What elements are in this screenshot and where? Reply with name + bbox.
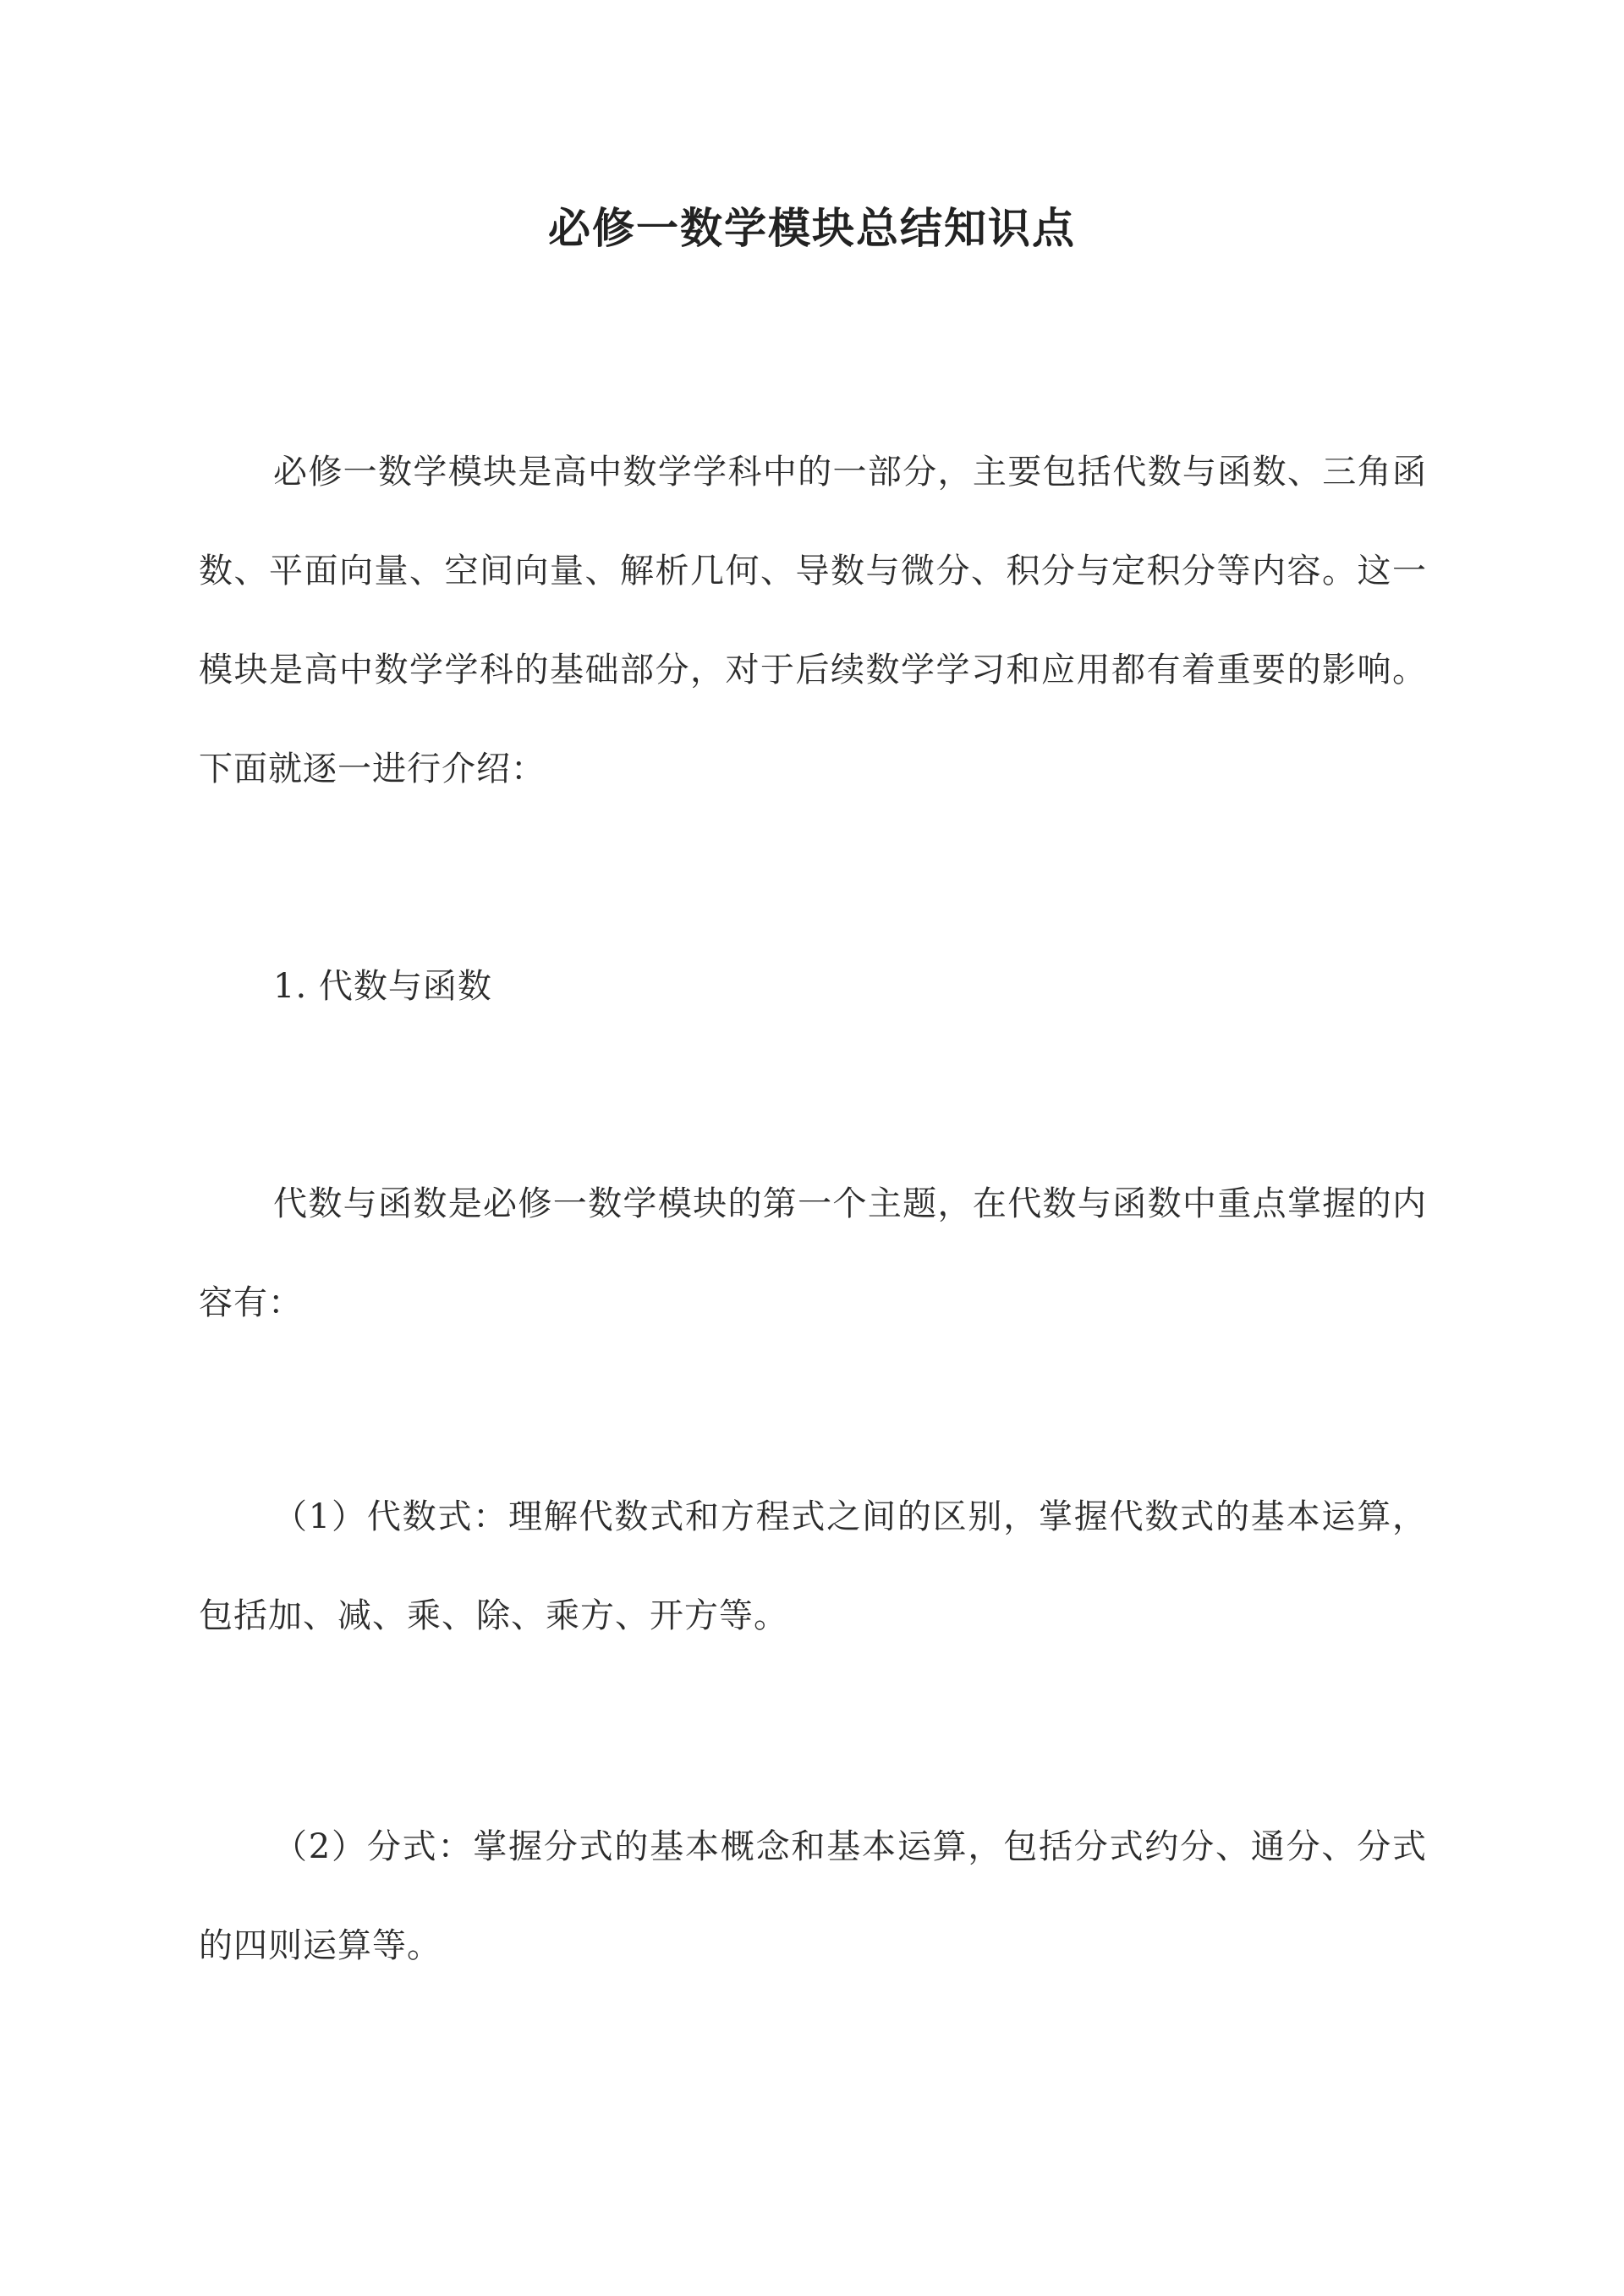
- section-heading-algebra-functions: 1. 代数与函数: [273, 967, 492, 1006]
- list-item-algebraic-expressions: （1）代数式：理解代数式和方程式之间的区别，掌握代数式的基本运算，包括加、减、乘、除、乘方、开方等。: [199, 1497, 1427, 1635]
- intro-paragraph: 必修一数学模块是高中数学学科中的一部分，主要包括代数与函数、三角函数、平面向量、空间向量、解析几何、导数与微分、积分与定积分等内容。这一模块是高中数学学科的基础部分，对于后续数学学习和应用都有着重要的影响。下面就逐一进行介绍：: [199, 453, 1427, 788]
- document-title: 必修一数学模块总结知识点: [548, 203, 1076, 253]
- section-intro-paragraph: 代数与函数是必修一数学模块的第一个主题，在代数与函数中重点掌握的内容有：: [199, 1184, 1427, 1322]
- list-item-fractions: （2）分式：掌握分式的基本概念和基本运算，包括分式约分、通分、分式的四则运算等。: [199, 1827, 1427, 1965]
